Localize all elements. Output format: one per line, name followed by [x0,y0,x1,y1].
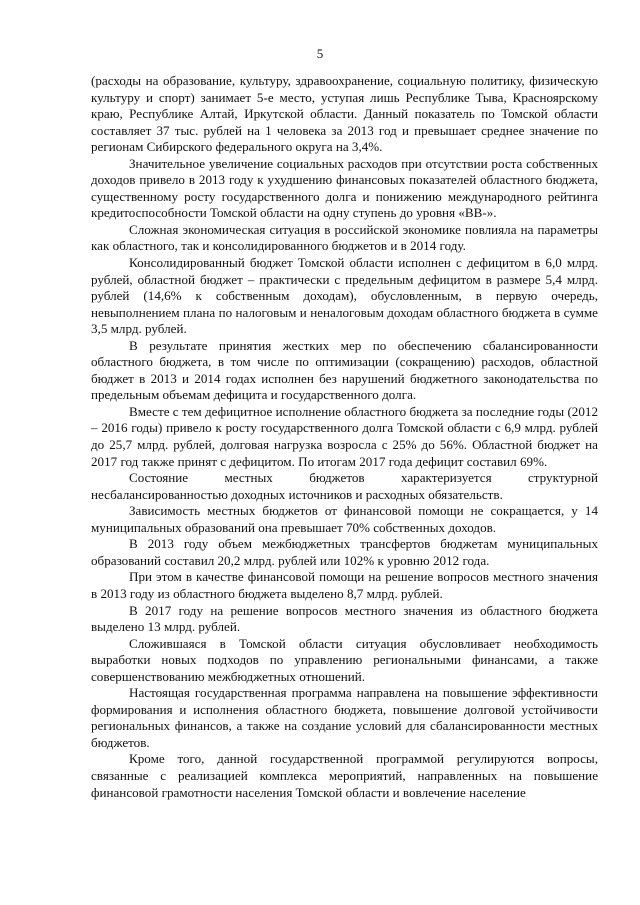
page-number: 5 [316,46,324,61]
paragraph: Настоящая государственная программа направлена на повышение эффективности формирования и исполнения областного бюджета, повышение долговой устойчивости региональных финансов, а также на создание условий для сбалансированности местных бюджетов. [91,685,598,750]
paragraph: Состояние местных бюджетов характеризуется структурной несбалансированностью доходных источников и расходных обязательств. [91,470,598,502]
paragraph: В 2013 году объем межбюджетных трансфертов бюджетам муниципальных образований составил 20,2 млрд. рублей или 102% к уровню 2012 года. [91,536,598,568]
paragraph: Консолидированный бюджет Томской области исполнен с дефицитом в 6,0 млрд. рублей, областной бюджет – практически с предельным дефицитом в размере 5,4 млрд. рублей (14,6% к собственным доходам), обусловленным, в первую очередь, невыполнением плана по налоговым и неналоговым доходам областного бюджета в сумме 3,5 млрд. рублей. [91,255,598,337]
paragraph: Вместе с тем дефицитное исполнение областного бюджета за последние годы (2012 – 2016 годы) привело к росту государственного долга Томской области с 6,9 млрд. рублей до 25,7 млрд. рублей, долговая нагрузка возросла с 25% до 56%. Областной бюджет на 2017 год также принят с дефицитом. По итогам 2017 года дефицит составил 69%. [91,403,598,469]
paragraph: В 2017 году на решение вопросов местного значения из областного бюджета выделено 13 млрд. рублей. [91,602,598,635]
paragraph: Сложившаяся в Томской области ситуация обусловливает необходимость выработки новых подходов по управлению региональными финансами, а также совершенствованию межбюджетных отношений. [91,635,598,684]
paragraph: В результате принятия жестких мер по обеспечению сбалансированности областного бюджета, в том числе по оптимизации (сокращению) расходов, областной бюджет в 2013 и 2014 годах исполнен без нарушений бюджетного законодательства по предельным объемам дефицита и государственного долга. [91,337,598,403]
paragraph: Кроме того, данной государственной программой регулируются вопросы, связанные с реализацией комплекса мероприятий, направленных на повышение финансовой грамотности населения Томской области и вовлечение население [91,751,598,800]
paragraph: Значительное увеличение социальных расходов при отсутствии роста собственных доходов привело в 2013 году к ухудшению финансовых показателей областного бюджета, существенному росту государственного долга и понижению международного рейтинга кредитоспособности Томской области на одну ступень до уровня «ВВ-». [91,155,598,221]
body-text [91,73,598,801]
paragraph: (расходы на образование, культуру, здравоохранение, социальную политику, физическую культуру и спорт) занимает 5-е место, уступая лишь Республике Тыва, Красноярскому краю, Республике Алтай, Иркутской области. Данный показатель по Томской области составляет 37 тыс. рублей на 1 человека за 2013 год и превышает среднее значение по регионам Сибирского федерального округа на 3,4%. [91,73,598,155]
paragraph: Сложная экономическая ситуация в российской экономике повлияла на параметры как областного, так и консолидированного бюджетов и в 2014 году. [91,221,598,254]
paragraph: При этом в качестве финансовой помощи на решение вопросов местного значения в 2013 году из областного бюджета выделено 8,7 млрд. рублей. [91,569,598,601]
paragraph: Зависимость местных бюджетов от финансовой помощи не сокращается, у 14 муниципальных образований она превышает 70% собственных доходов. [91,503,598,535]
